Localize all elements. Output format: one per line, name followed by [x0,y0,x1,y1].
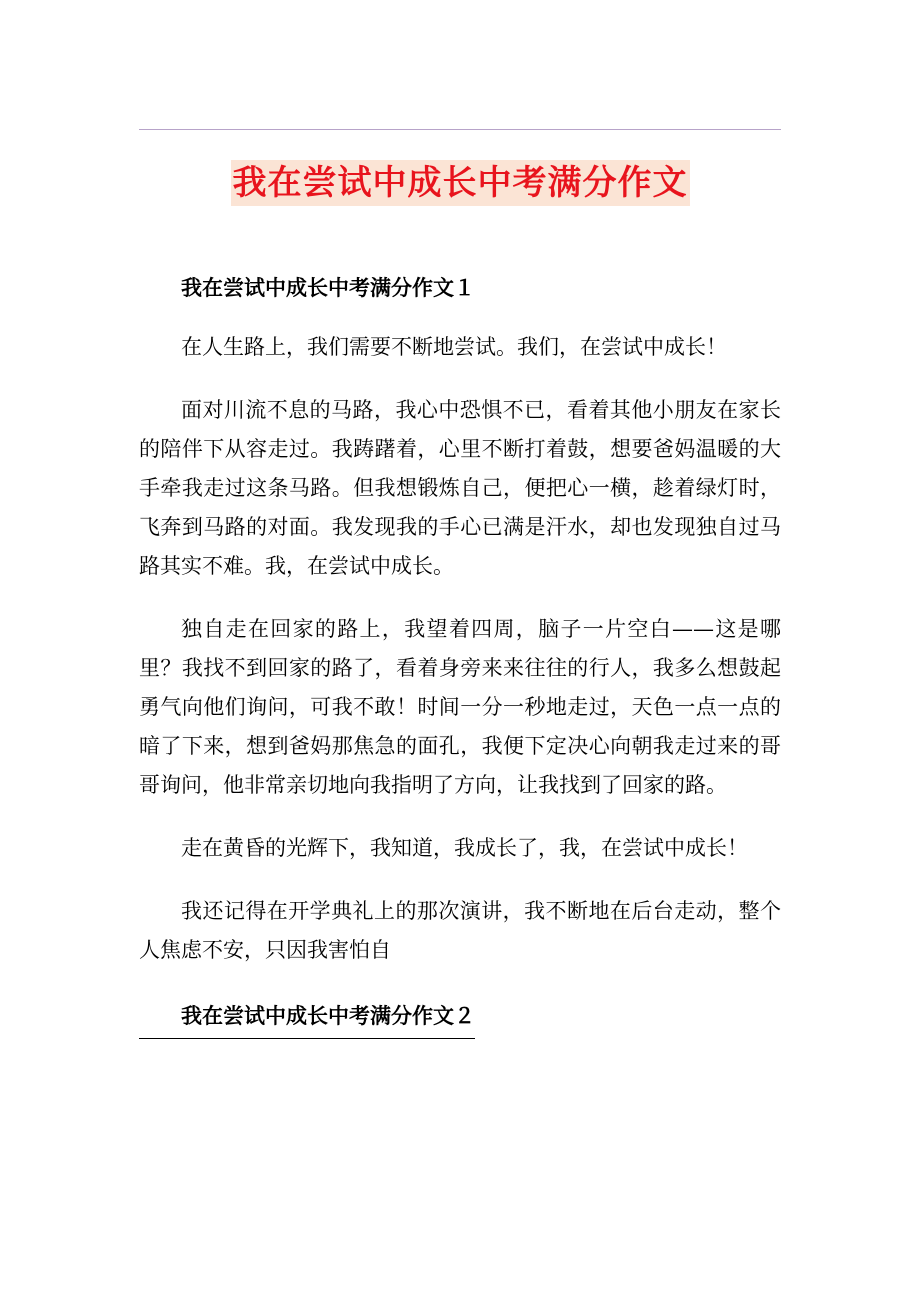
paragraph-4: 走在黄昏的光辉下，我知道，我成长了，我，在尝试中成长！ [181,836,748,860]
document-title: 我在尝试中成长中考满分作文 [231,160,690,206]
title-container [0,160,920,206]
document-body [139,266,781,1039]
paragraph-5: 我还记得在开学典礼上的那次演讲，我不断地在后台走动，整个人焦虑不安，只因我害怕自 [139,899,781,962]
header-rule [139,129,781,130]
paragraph-2: 面对川流不息的马路，我心中恐惧不已，看着其他小朋友在家长的陪伴下从容走过。我踌躇着，心里不断打着鼓，想要爸妈温暖的大手牵我走过这条马路。但我想锻炼自己，便把心一横，趁着绿灯时，飞奔到马路的对面。我发现我的手心已满是汗水，却也发现独自过马路其实不难。我，在尝试中成长。 [139,398,781,578]
paragraph-3: 独自走在回家的路上，我望着四周，脑子一片空白——这是哪里？我找不到回家的路了，看着身旁来来往往的行人，我多么想鼓起勇气向他们询问，可我不敢！时间一分一秒地走过，天色一点一点的暗了下来，想到爸妈那焦急的面孔，我便下定决心向朝我走过来的哥哥询问，他非常亲切地向我指明了方向，让我找到了回家的路。 [139,617,781,797]
paragraph-1: 在人生路上，我们需要不断地尝试。我们，在尝试中成长！ [181,335,727,359]
section-1-heading: 我在尝试中成长中考满分作文１ [181,275,475,300]
section-2-heading: 我在尝试中成长中考满分作文２ [139,994,475,1039]
